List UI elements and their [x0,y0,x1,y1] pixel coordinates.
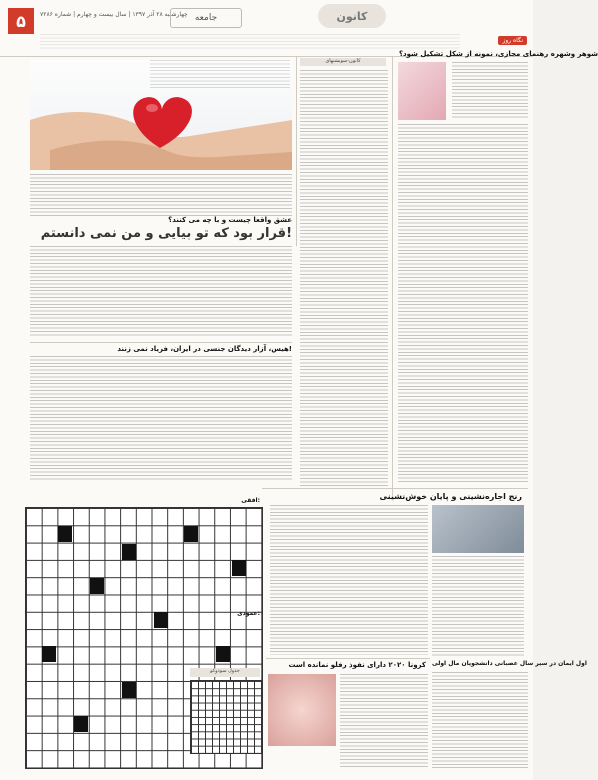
brand-logo: کانون [318,4,386,28]
lower-right-body [270,505,428,655]
date-line: چهارشنبه ۲۸ آذر ۱۳۹۷ | سال بیست و چهارم | شماره ۷۲۸۶ [40,11,188,18]
crossword-block [216,646,230,662]
lower-right-headline: رنج اجاره‌نشینی و پایان خوش‌نشینی [379,492,522,501]
column-divider [296,56,297,246]
bottom-center-headline: کرونا ۲۰۲۰ دارای نفوذ رفلو نمانده است [288,661,426,669]
lower-left-headline: هیس، آزار دیدگان جنسی در ایران، فریاد نمی زنند! [117,345,292,353]
crossword-block [74,716,88,732]
sudoku-grid[interactable] [190,680,262,754]
photo-caption-text [150,60,290,88]
crossword-across-label: افقی: [241,497,260,504]
crossword-block [122,682,136,698]
section-rule [262,488,528,489]
crossword-down-label: عمودی: [237,610,260,617]
right-column-body [398,124,528,484]
center-column-body [300,70,388,488]
right-column-kicker: نگاه روز [498,36,527,45]
sudoku-label: جدول سودوکو [190,668,260,677]
crossword-block [58,526,72,542]
crossword-block [154,612,168,628]
crossword-block [90,578,104,594]
main-story-body [30,246,292,338]
main-story-intro [30,174,292,216]
right-column-headline: شوهر وشهره رهنمای مجازی، نمونه از شکل تشکیل شود؟ [399,50,598,58]
crossword-block [122,544,136,560]
bottom-right-body [432,672,528,768]
page-header [0,0,598,58]
header-rule [40,34,460,50]
crossword-block [42,646,56,662]
bottom-right-headline: اول ایمان در سیر سال عصبانی دانشجویان مال اولی [432,660,587,667]
section-rule [30,342,292,343]
lower-left-body [30,356,292,482]
main-story-question: عشق واقعا چیست و با چه می کنند؟ [168,216,292,224]
section-label: جامعه [170,8,242,28]
section-rule [266,658,430,659]
right-column-text [452,62,528,120]
main-story-headline: قرار بود که تو بیایی و من نمی دانستم! [40,226,292,241]
page-number: ۵ [8,8,34,34]
virus-photo [268,674,336,746]
column-divider [392,56,393,496]
bottom-center-body [340,674,428,768]
center-column-kicker: کانون-سوبشنهای [300,58,386,66]
baby-photo [398,62,446,120]
crossword-block [184,526,198,542]
crossword-block [232,560,246,576]
lower-right-body [432,556,524,656]
rental-photo [432,505,524,553]
